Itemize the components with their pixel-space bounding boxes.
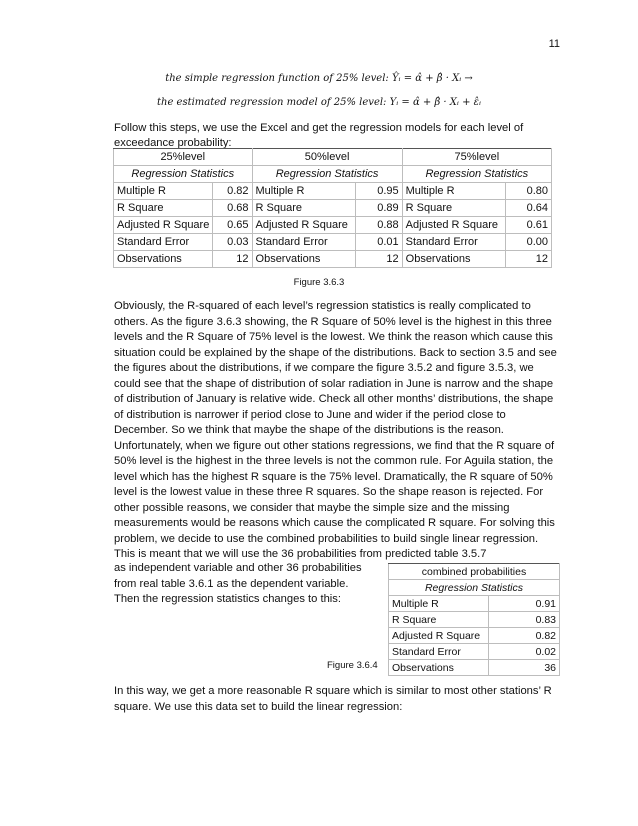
row-label: Standard Error (114, 234, 213, 251)
row-label: Observations (114, 251, 213, 268)
page-number: 11 (548, 38, 560, 50)
row-value: 0.82 (488, 628, 559, 644)
row-label: Adjusted R Square (252, 217, 355, 234)
row-value: 0.02 (488, 644, 559, 660)
row-label: Adjusted R Square (402, 217, 505, 234)
table-row (114, 234, 552, 251)
table-row (389, 660, 560, 676)
table-row (114, 251, 552, 268)
table-row (389, 596, 560, 612)
regression-table-combined (388, 563, 560, 676)
formula-simple-regression: the simple regression function of 25% level: Ŷᵢ = α̂ + β̂ · Xᵢ → (165, 73, 473, 84)
figure-caption-3-6-4: Figure 3.6.4 (327, 660, 378, 671)
level-header-50: 50%level (252, 149, 402, 166)
row-label: R Square (114, 200, 213, 217)
regression-table-levels (113, 148, 552, 268)
row-value: 0.88 (355, 217, 402, 234)
row-label: R Square (252, 200, 355, 217)
row-value: 12 (213, 251, 252, 268)
subheader-75: Regression Statistics (402, 166, 551, 183)
table-subheader-row (389, 580, 560, 596)
row-label: Observations (402, 251, 505, 268)
subheader-50: Regression Statistics (252, 166, 402, 183)
row-value: 0.82 (213, 183, 252, 200)
body-paragraph-2: In this way, we get a more reasonable R square which is similar to most other stations’ R square. We use this data set to build the linear regression: (114, 685, 552, 713)
level-header-25: 25%level (114, 149, 253, 166)
row-label: Multiple R (252, 183, 355, 200)
row-label: Standard Error (389, 644, 489, 660)
row-label: Standard Error (402, 234, 505, 251)
combined-table-title: combined probabilities (389, 564, 560, 580)
row-label: Multiple R (114, 183, 213, 200)
row-value: 0.00 (505, 234, 551, 251)
body-paragraph-1: Obviously, the R-squared of each level’s regression statistics is really complicated to others. As the figure 3.6.3 showing, the R Square of 50% level is the highest in this three levels and the R Square of 75% level is the lowest. We think the reason which cause this situation could be explained by the shape of the distributions. Back to section 3.5 and see the figures about the distributions, if we compare the figure 3.5.2 and figure 3.5.3, we could see that the shape of distribution of solar radiation in June is narrow and the shape of distribution of January is relative wide. Check all other months’ distributions, the shape of distribution is narrower if period close to June and wider if the period close to December. So we think that maybe the shape of the distributions is the reason. Unfortunately, when we figure out other stations regressions, we find that the R square of 50% level is the highest in the three levels is not the common rule. For Aguila station, the level which has the highest R square is the 75% level. Dramatically, the R square of 50% level is the lowest value in these three R squares. So the shape reason is rejected. For other possible reasons, we consider that maybe the simple size and the missing measurements would be reasons which cause the complicated R square. For solving this problem, we decide to use the combined probabilities to build single linear regression. This is meant that we will use the 36 probabilities from predicted table 3.5.7 (114, 300, 557, 560)
row-value: 0.68 (213, 200, 252, 217)
row-label: Observations (389, 660, 489, 676)
combined-subheader: Regression Statistics (389, 580, 560, 596)
table-row (114, 200, 552, 217)
row-value: 0.83 (488, 612, 559, 628)
row-label: Multiple R (389, 596, 489, 612)
level-header-75: 75%level (402, 149, 551, 166)
row-label: Adjusted R Square (114, 217, 213, 234)
table-row (389, 612, 560, 628)
row-value: 12 (355, 251, 402, 268)
row-value: 0.65 (213, 217, 252, 234)
table-header-row (114, 149, 552, 166)
figure-caption-3-6-3: Figure 3.6.3 (293, 277, 345, 288)
subheader-25: Regression Statistics (114, 166, 253, 183)
row-value: 0.03 (213, 234, 252, 251)
row-value: 0.80 (505, 183, 551, 200)
table-row (114, 183, 552, 200)
table-row (389, 628, 560, 644)
row-label: Adjusted R Square (389, 628, 489, 644)
row-value: 12 (505, 251, 551, 268)
lead-paragraph: Follow this steps, we use the Excel and get the regression models for each level of exceedance probability: (114, 122, 524, 149)
row-value: 0.95 (355, 183, 402, 200)
row-label: R Square (389, 612, 489, 628)
row-label: Observations (252, 251, 355, 268)
row-value: 0.61 (505, 217, 551, 234)
row-value: 0.01 (355, 234, 402, 251)
table-title-row (389, 564, 560, 580)
row-label: Multiple R (402, 183, 505, 200)
table-subheader-row (114, 166, 552, 183)
formula-estimated-model: the estimated regression model of 25% level: Yᵢ = α̂ + β̂ · Xᵢ + ε̂ᵢ (156, 97, 482, 108)
row-value: 0.91 (488, 596, 559, 612)
row-value: 0.64 (505, 200, 551, 217)
table-row (114, 217, 552, 234)
table-row (389, 644, 560, 660)
row-value: 0.89 (355, 200, 402, 217)
row-label: Standard Error (252, 234, 355, 251)
row-value: 36 (488, 660, 559, 676)
body-paragraph-side: as independent variable and other 36 probabilities from real table 3.6.1 as the dependent variable. Then the regression statistics changes to this: (114, 562, 362, 605)
row-label: R Square (402, 200, 505, 217)
